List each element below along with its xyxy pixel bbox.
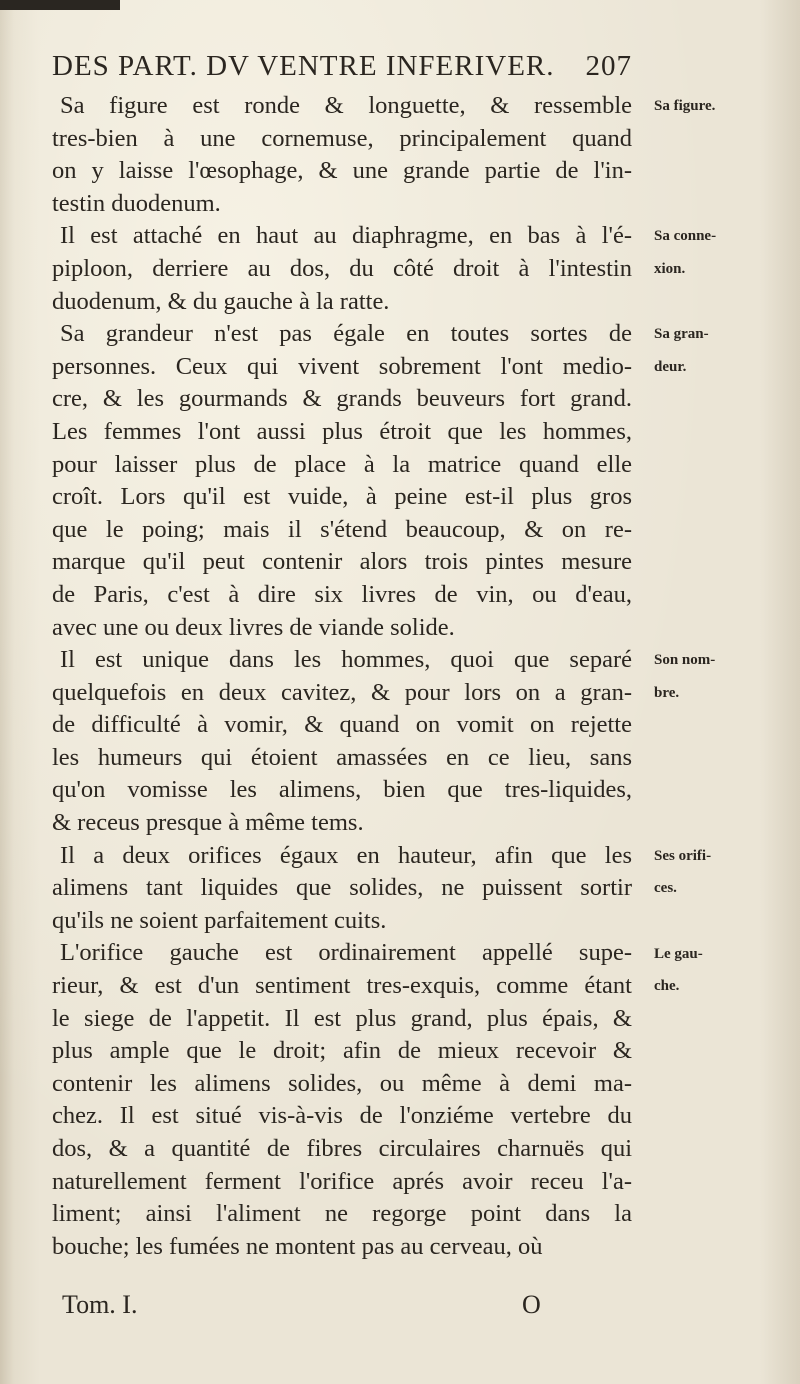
margin-note: Le gau-: [654, 945, 703, 962]
text-line: Les femmes l'ont aussi plus étroit que les hommes,: [52, 417, 632, 445]
text-line: on y laisse l'œsophage, & une grande partie de l'in-: [52, 157, 632, 185]
text-line: qu'on vomisse les alimens, bien que tres-liquides,: [52, 776, 632, 804]
text-line: duodenum, & du gauche à la ratte.: [52, 287, 390, 315]
text-line: testin duodenum.: [52, 189, 221, 217]
text-line: de Paris, c'est à dire six livres de vin, ou d'eau,: [52, 580, 632, 608]
text-line: tres-bien à une cornemuse, principalement quand: [52, 124, 632, 152]
text-line: naturellement ferment l'orifice aprés avoir receu l'a-: [52, 1167, 632, 1195]
text-line: qu'ils ne soient parfaitement cuits.: [52, 906, 387, 934]
text-line: Sa figure est ronde & longuette, & ressemble: [60, 92, 632, 119]
text-line: alimens tant liquides que solides, ne puissent sortir: [52, 874, 632, 902]
text-line: dos, & a quantité de fibres circulaires charnuës qui: [52, 1135, 632, 1162]
page-number: 207: [585, 50, 632, 82]
text-line: & receus presque à même tems.: [52, 809, 364, 837]
volume-label: Tom. I.: [62, 1290, 138, 1319]
text-line: Il est unique dans les hommes, quoi que separé: [60, 646, 632, 674]
text-line: L'orifice gauche est ordinairement appellé supe-: [60, 939, 632, 967]
running-head-title: DES PART. DV VENTRE INFERIVER.: [52, 50, 555, 82]
margin-note: Ses orifi-: [654, 847, 712, 864]
text-line: le siege de l'appetit. Il est plus grand, plus épais, &: [52, 1004, 632, 1032]
margin-note: bre.: [654, 684, 680, 701]
margin-note: Sa gran-: [654, 326, 709, 343]
text-line: croît. Lors qu'il est vuide, à peine est-il plus gros: [52, 483, 632, 511]
text-line: les humeurs qui étoient amassées en ce lieu, sans: [52, 743, 632, 771]
margin-note: Sa figure.: [654, 98, 716, 114]
text-line: que le poing; mais il s'étend beaucoup, & on re-: [52, 515, 632, 543]
text-line: de difficulté à vomir, & quand on vomit on rejette: [52, 711, 632, 739]
text-line: marque qu'il peut contenir alors trois pintes mesure: [52, 548, 632, 576]
text-line: cre, & les gourmands & grands beuveurs fort grand.: [52, 385, 632, 413]
margin-note: xion.: [654, 261, 686, 277]
body-text: [52, 90, 632, 1263]
page-corner-shadow: [0, 0, 120, 10]
margin-note: Sa conne-: [654, 228, 717, 245]
margin-note: ces.: [654, 880, 677, 897]
text-line: avec une ou deux livres de viande solide.: [52, 613, 455, 641]
text-line: personnes. Ceux qui vivent sobrement l'ont medio-: [52, 352, 632, 380]
text-line: Sa grandeur n'est pas égale en toutes sortes de: [60, 320, 632, 348]
text-line: chez. Il est situé vis-à-vis de l'onziéme vertebre du: [52, 1102, 632, 1130]
text-line: rieur, & est d'un sentiment tres-exquis, comme étant: [52, 972, 632, 1000]
text-line: Il a deux orifices égaux en hauteur, afin que les: [60, 841, 632, 869]
text-line: quelquefois en deux cavitez, & pour lors on a gran-: [52, 678, 632, 706]
text-line: piploon, derriere au dos, du côté droit à l'intestin: [52, 254, 632, 282]
text-line: pour laisser plus de place à la matrice quand elle: [52, 450, 632, 478]
running-head: [52, 50, 632, 94]
margin-note: Son nom-: [654, 652, 716, 669]
page-footer: [62, 1290, 562, 1330]
margin-note: deur.: [654, 358, 687, 375]
text-line: liment; ainsi l'aliment ne regorge point dans la: [52, 1200, 632, 1228]
text-line: contenir les alimens solides, ou même à demi ma-: [52, 1069, 632, 1097]
text-line: Il est attaché en haut au diaphragme, en bas à l'é-: [60, 222, 632, 250]
text-line: plus ample que le droit; afin de mieux recevoir &: [52, 1037, 632, 1065]
text-line: bouche; les fumées ne montent pas au cerveau, où: [52, 1232, 543, 1260]
margin-note: che.: [654, 978, 680, 995]
signature-mark: O: [522, 1290, 541, 1319]
